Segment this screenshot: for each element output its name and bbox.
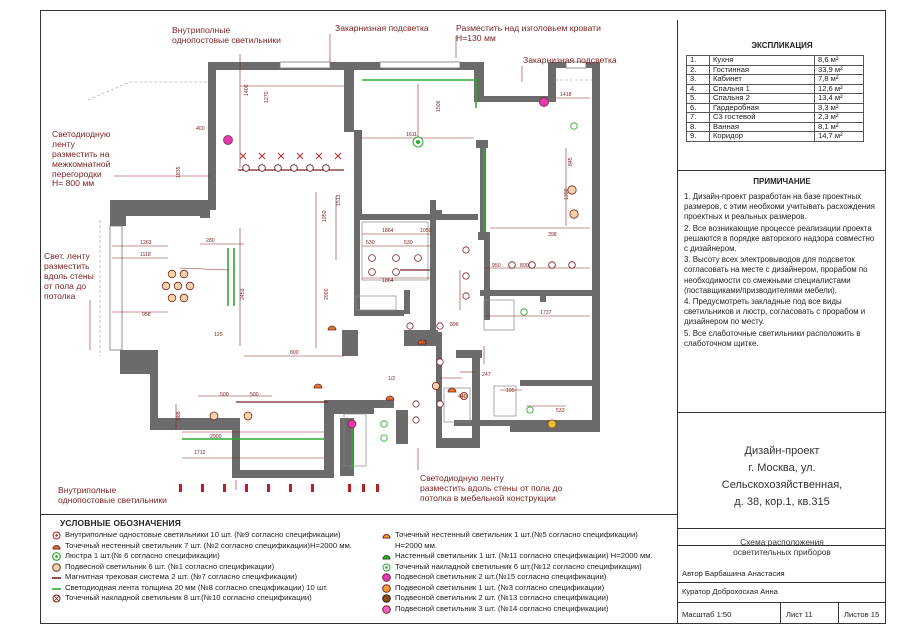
legend-item: Точечный нестенный светильник 1 шт.(№5 согласно спецификации) xyxy=(382,530,653,541)
divider xyxy=(780,602,781,623)
wall-spot-orange-icon xyxy=(382,531,391,540)
dim-label: 845 xyxy=(568,157,574,166)
divider xyxy=(677,545,885,546)
dim-label: 1737 xyxy=(540,310,552,316)
annotation-led-wall: Свет. ленту разместить вдоль стены от пола до потолка xyxy=(44,251,94,301)
surface-green-icon xyxy=(382,563,391,572)
table-row: 5. Спальня 2 13,4 м² xyxy=(687,94,864,104)
annotation-cornice-top: Закарнизная подсветка xyxy=(335,23,429,33)
project-info: Дизайн-проект г. Москва, ул. Сельскохозяйственная, д. 38, кор.1, кв.315 xyxy=(721,445,843,508)
special-fixtures xyxy=(224,98,578,442)
explication-table xyxy=(686,55,864,142)
legend-left xyxy=(52,530,352,604)
legend-item: Подвесной светильник 1 шт. (№3 согласно спецификации) xyxy=(382,583,653,594)
legend-item: Светодиодная лента толщина 20 мм (№8 согласно спецификации) 10 шт. xyxy=(52,583,352,594)
dim-label: 1263 xyxy=(140,240,152,246)
legend-right xyxy=(382,530,653,614)
legend-divider xyxy=(40,514,677,515)
legend-item: Подвесной светильник 6 шт. (№1 согласно спецификации) xyxy=(52,562,352,573)
annotation-above-bed: Разместить над изголовьем кровати H=130 мм xyxy=(456,23,601,43)
dim-label: 1513 xyxy=(336,194,342,206)
dim-label: 530 xyxy=(404,240,413,246)
wall-spot-icon xyxy=(52,542,61,551)
table-row: 4. Спальня 1 12,6 м² xyxy=(687,84,864,94)
scale: Масштаб 1:50 xyxy=(682,610,732,619)
dim-label: 400 xyxy=(196,126,205,132)
dim-label: 1864 xyxy=(382,278,394,284)
divider xyxy=(677,582,885,583)
legend-item: Подвесной светильник 2 шт.(№15 согласно спецификации) xyxy=(382,572,653,583)
legend-item: Подвесной светильник 3 шт. (№14 согласно спецификации) xyxy=(382,604,653,615)
pendant-brown-icon xyxy=(382,594,391,603)
note-item: 2. Все возникающие процессе реализации проекта решаются в порядке авторского надзора совместно с дизайнером. xyxy=(684,223,875,254)
annotation-intrapolar-bottom: Внутриполные однопостовые светильники xyxy=(58,485,167,505)
scheme-title: Схема расположения осветительных приборов xyxy=(733,537,831,557)
pendant-icon xyxy=(52,563,61,572)
dim-label: 950 xyxy=(492,263,501,269)
recessed-floor-icon xyxy=(52,531,61,540)
note-item: 4. Предусмотреть закладные под все виды светильников и люстр, согласовать с прорабом и дизайнером по месту. xyxy=(684,297,866,327)
legend-item: Точечный накладной светильник 8 шт.(№10 согласно спецификации) xyxy=(52,593,352,604)
dim-label: 800 xyxy=(520,263,529,269)
dim-label: 125 xyxy=(214,332,223,338)
legend-item: Внутриполные одностовые светильники 10 шт. (№9 согласно спецификации) xyxy=(52,530,352,541)
table-row: 3. Кабинет 7,8 м² xyxy=(687,75,864,85)
legend-item: Люстра 1 шт.(№ 6 согласно спецификации) xyxy=(52,551,352,562)
dim-label: 1506 xyxy=(436,100,442,112)
dim-label: 500 xyxy=(250,392,259,398)
dim-label: 533 xyxy=(556,408,565,414)
annotation-intrapolar-top: Внутриполные однопостовые светильники xyxy=(172,25,281,45)
surface-spot-icon xyxy=(52,594,61,603)
annotation-cornice-right: Закарнизная подсветка xyxy=(523,55,617,65)
dim-label: 1864 xyxy=(382,228,394,234)
dim-label: 1611 xyxy=(406,132,418,138)
divider xyxy=(678,170,886,171)
dim-label: 1418 xyxy=(560,92,572,98)
dim-label: 1400 xyxy=(244,84,250,96)
annotation-led-furniture: Светодиодную ленту разместить вдоль стены от пола до потолка в мебельной конструкции xyxy=(420,473,563,503)
dim-label: 195 xyxy=(506,388,515,394)
led-strip-icon xyxy=(52,584,61,593)
dim-label: 1950 xyxy=(322,210,328,222)
divider xyxy=(677,602,885,603)
pendant-magenta-icon xyxy=(382,573,391,582)
dim-label: 896 xyxy=(450,322,459,328)
table-row: 8. Ванная 8,1 м² xyxy=(687,122,864,132)
pendant-pink-icon xyxy=(382,605,391,614)
table-row: 9. Коридор 14,7 м² xyxy=(687,132,864,142)
dim-label: 530 xyxy=(366,240,375,246)
legend-item: Настенный светильник 1 шт. (№11 согласно спецификации) H=2000 мм. xyxy=(382,551,653,562)
dim-label: 247 xyxy=(482,372,491,378)
wall-light-green-icon xyxy=(382,552,391,561)
dim-label: 2453 xyxy=(240,288,246,300)
divider xyxy=(678,412,886,413)
table-row: 2. Гостинная 33,9 м² xyxy=(687,65,864,75)
pendant-orange-icon xyxy=(382,584,391,593)
recessed-floor-fixtures xyxy=(240,153,341,159)
dim-label: 958 xyxy=(142,312,151,318)
legend-item: Магнитная трековая система 2 шт. (№7 согласно спецификации) xyxy=(52,572,352,583)
dim-label: 1390 xyxy=(564,188,570,200)
pendant-lights xyxy=(162,186,578,420)
legend-item: Точечный нестенный светильник 7 шт. (№2 согласно спецификации)H=2000 мм. xyxy=(52,541,352,552)
divider xyxy=(678,528,886,529)
note-item: 5. Все слаботочные светильники расположить в слаботочном щитке. xyxy=(684,328,861,348)
dim-label: 1/2 xyxy=(388,376,396,382)
table-row: 1. Кухня 8,6 м² xyxy=(687,56,864,66)
explication-title: ЭКСПЛИКАЦИЯ xyxy=(751,41,813,50)
dim-label: 2900 xyxy=(210,434,222,440)
title-block xyxy=(677,20,885,623)
dim-label: 800 xyxy=(290,350,299,356)
dim-label: 398 xyxy=(548,232,557,238)
track-icon xyxy=(52,573,61,582)
notes-title: ПРИМИЧАНИЕ xyxy=(753,177,811,186)
dim-label: 1050 xyxy=(420,228,432,234)
chandelier-icon xyxy=(52,552,61,561)
legend-item: Подвесной светильник 2 шт. (№13 согласно спецификации) xyxy=(382,593,653,604)
notes-list xyxy=(684,192,880,350)
dim-label: 888 xyxy=(176,411,182,420)
dim-label: 280 xyxy=(206,238,215,244)
annotation-led-partition: Светодиодную ленту разместить на межкомнатной перегородки H= 800 мм xyxy=(52,129,111,189)
dim-label: 1/2 xyxy=(420,340,428,346)
dim-label: 1835 xyxy=(176,166,182,178)
legend-item: Точечный накладной светильник 6 шт.(№12 согласно спецификации) xyxy=(382,562,653,573)
note-item: 3. Высоту всех электровыводов для подсветок согласовать на месте с дизайнером, прорабом по необходимости со смежными специалистами (поставщиками/призводителями мебели). xyxy=(684,255,868,295)
dim-label: 500 xyxy=(220,392,229,398)
legend-item: H=2000 мм. xyxy=(395,540,437,550)
dim-label: 1118 xyxy=(140,252,151,258)
sheet-count: Листов 15 xyxy=(844,610,880,619)
dim-label: 1270 xyxy=(264,91,270,103)
author: Автор Барбашина Анастасия xyxy=(682,569,785,578)
legend-title: УСЛОВНЫЕ ОБОЗНАЧЕНИЯ xyxy=(60,518,181,528)
dim-label: 440 xyxy=(458,394,467,400)
dim-label: 2900 xyxy=(324,288,330,300)
divider xyxy=(838,602,839,623)
curator: Куратор Доброхоская Анна xyxy=(682,587,778,596)
table-row: 7. С3 гостевой 2,3 м² xyxy=(687,113,864,123)
note-item: 1. Дизайн-проект разработан на базе проектных размеров, с этим необхоми учитывать расхождения проектных и реальных размеров. xyxy=(684,192,875,222)
table-row: 6. Гардеробная 3,3 м² xyxy=(687,103,864,113)
sheet-number: Лист 11 xyxy=(786,610,813,619)
dim-label: 1712 xyxy=(194,450,206,456)
